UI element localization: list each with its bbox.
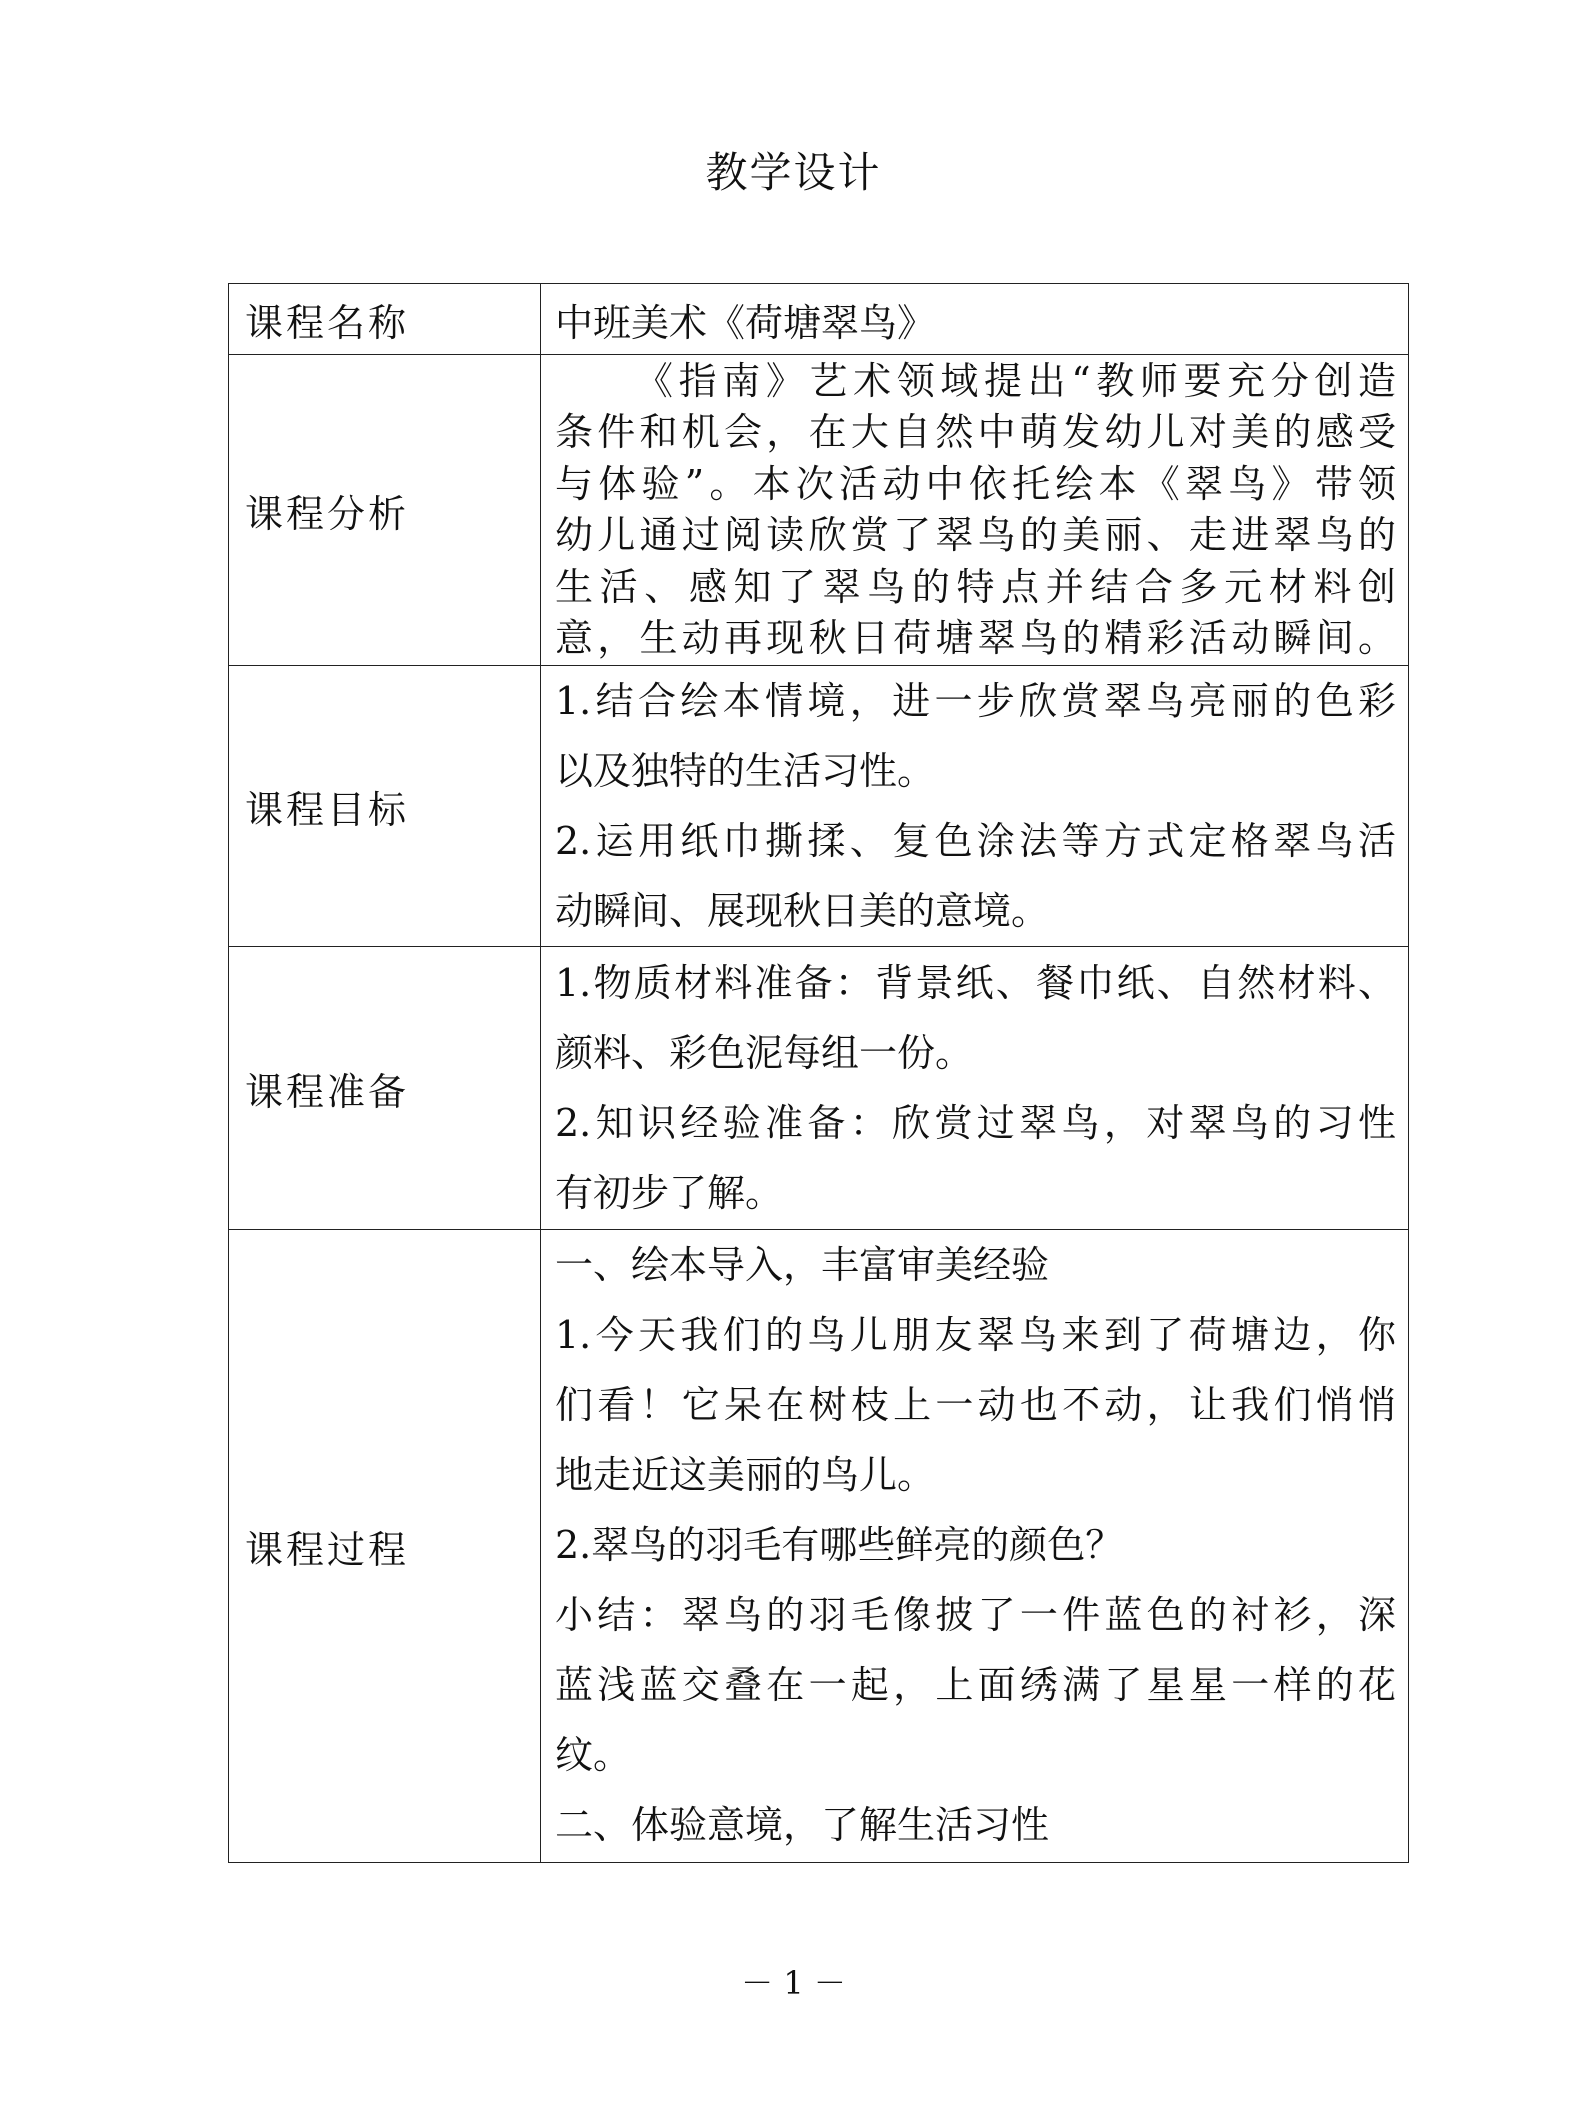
text-line: 小结：翠鸟的羽毛像披了一件蓝色的衬衫，深 xyxy=(555,1593,1396,1637)
text-line: 1.结合绘本情境，进一步欣赏翠鸟亮丽的色彩 xyxy=(555,679,1396,723)
table-row xyxy=(229,355,1409,666)
text-line: 纹。 xyxy=(555,1733,632,1777)
text-line: 们看！它呆在树枝上一动也不动，让我们悄悄 xyxy=(555,1383,1396,1427)
lesson-plan-table xyxy=(228,283,1409,1863)
row-value xyxy=(541,666,1409,947)
text-line: 《指南》艺术领域提出“教师要充分创造 xyxy=(635,358,1396,403)
text-line: 颜料、彩色泥每组一份。 xyxy=(555,1031,974,1075)
row-label: 课程名称 xyxy=(229,284,541,355)
row-label: 课程准备 xyxy=(229,947,541,1230)
text-line: 与体验”。本次活动中依托绘本《翠鸟》带领 xyxy=(555,461,1396,506)
text-line: 以及独特的生活习性。 xyxy=(555,749,936,793)
text-line: 中班美术《荷塘翠鸟》 xyxy=(555,300,936,345)
text-line: 蓝浅蓝交叠在一起，上面绣满了星星一样的花 xyxy=(555,1663,1396,1707)
text-line: 2.知识经验准备：欣赏过翠鸟，对翠鸟的习性 xyxy=(555,1101,1396,1145)
table-row xyxy=(229,666,1409,947)
text-line: 生活、感知了翠鸟的特点并结合多元材料创 xyxy=(555,564,1396,609)
text-line: 有初步了解。 xyxy=(555,1171,784,1215)
text-line: 条件和机会，在大自然中萌发幼儿对美的感受 xyxy=(555,410,1396,454)
text-line: 2.运用纸巾撕揉、复色涂法等方式定格翠鸟活 xyxy=(555,819,1396,863)
row-value xyxy=(541,284,1409,355)
row-label: 课程分析 xyxy=(229,355,541,666)
text-line: 意，生动再现秋日荷塘翠鸟的精彩活动瞬间。 xyxy=(555,616,1396,660)
row-value xyxy=(541,947,1409,1230)
text-line: 1.今天我们的鸟儿朋友翠鸟来到了荷塘边，你 xyxy=(555,1313,1396,1357)
table-row xyxy=(229,1230,1409,1863)
table-row xyxy=(229,284,1409,355)
text-line: 地走近这美丽的鸟儿。 xyxy=(555,1453,936,1497)
document-title: 教学设计 xyxy=(705,148,882,197)
text-line: 一、绘本导入，丰富审美经验 xyxy=(555,1243,1050,1287)
text-line: 动瞬间、展现秋日美的意境。 xyxy=(555,889,1050,933)
text-line: 二、体验意境，了解生活习性 xyxy=(555,1803,1050,1847)
text-line: 2.翠鸟的羽毛有哪些鲜亮的颜色？ xyxy=(555,1523,1124,1567)
row-label: 课程目标 xyxy=(229,666,541,947)
table-row xyxy=(229,947,1409,1230)
row-value xyxy=(541,355,1409,666)
text-line: 幼儿通过阅读欣赏了翠鸟的美丽、走进翠鸟的 xyxy=(555,513,1396,557)
row-label: 课程过程 xyxy=(229,1230,541,1863)
row-value xyxy=(541,1230,1409,1863)
page-number: － 1 － xyxy=(741,1964,846,2002)
text-line: 1.物质材料准备：背景纸、餐巾纸、自然材料、 xyxy=(555,961,1396,1005)
